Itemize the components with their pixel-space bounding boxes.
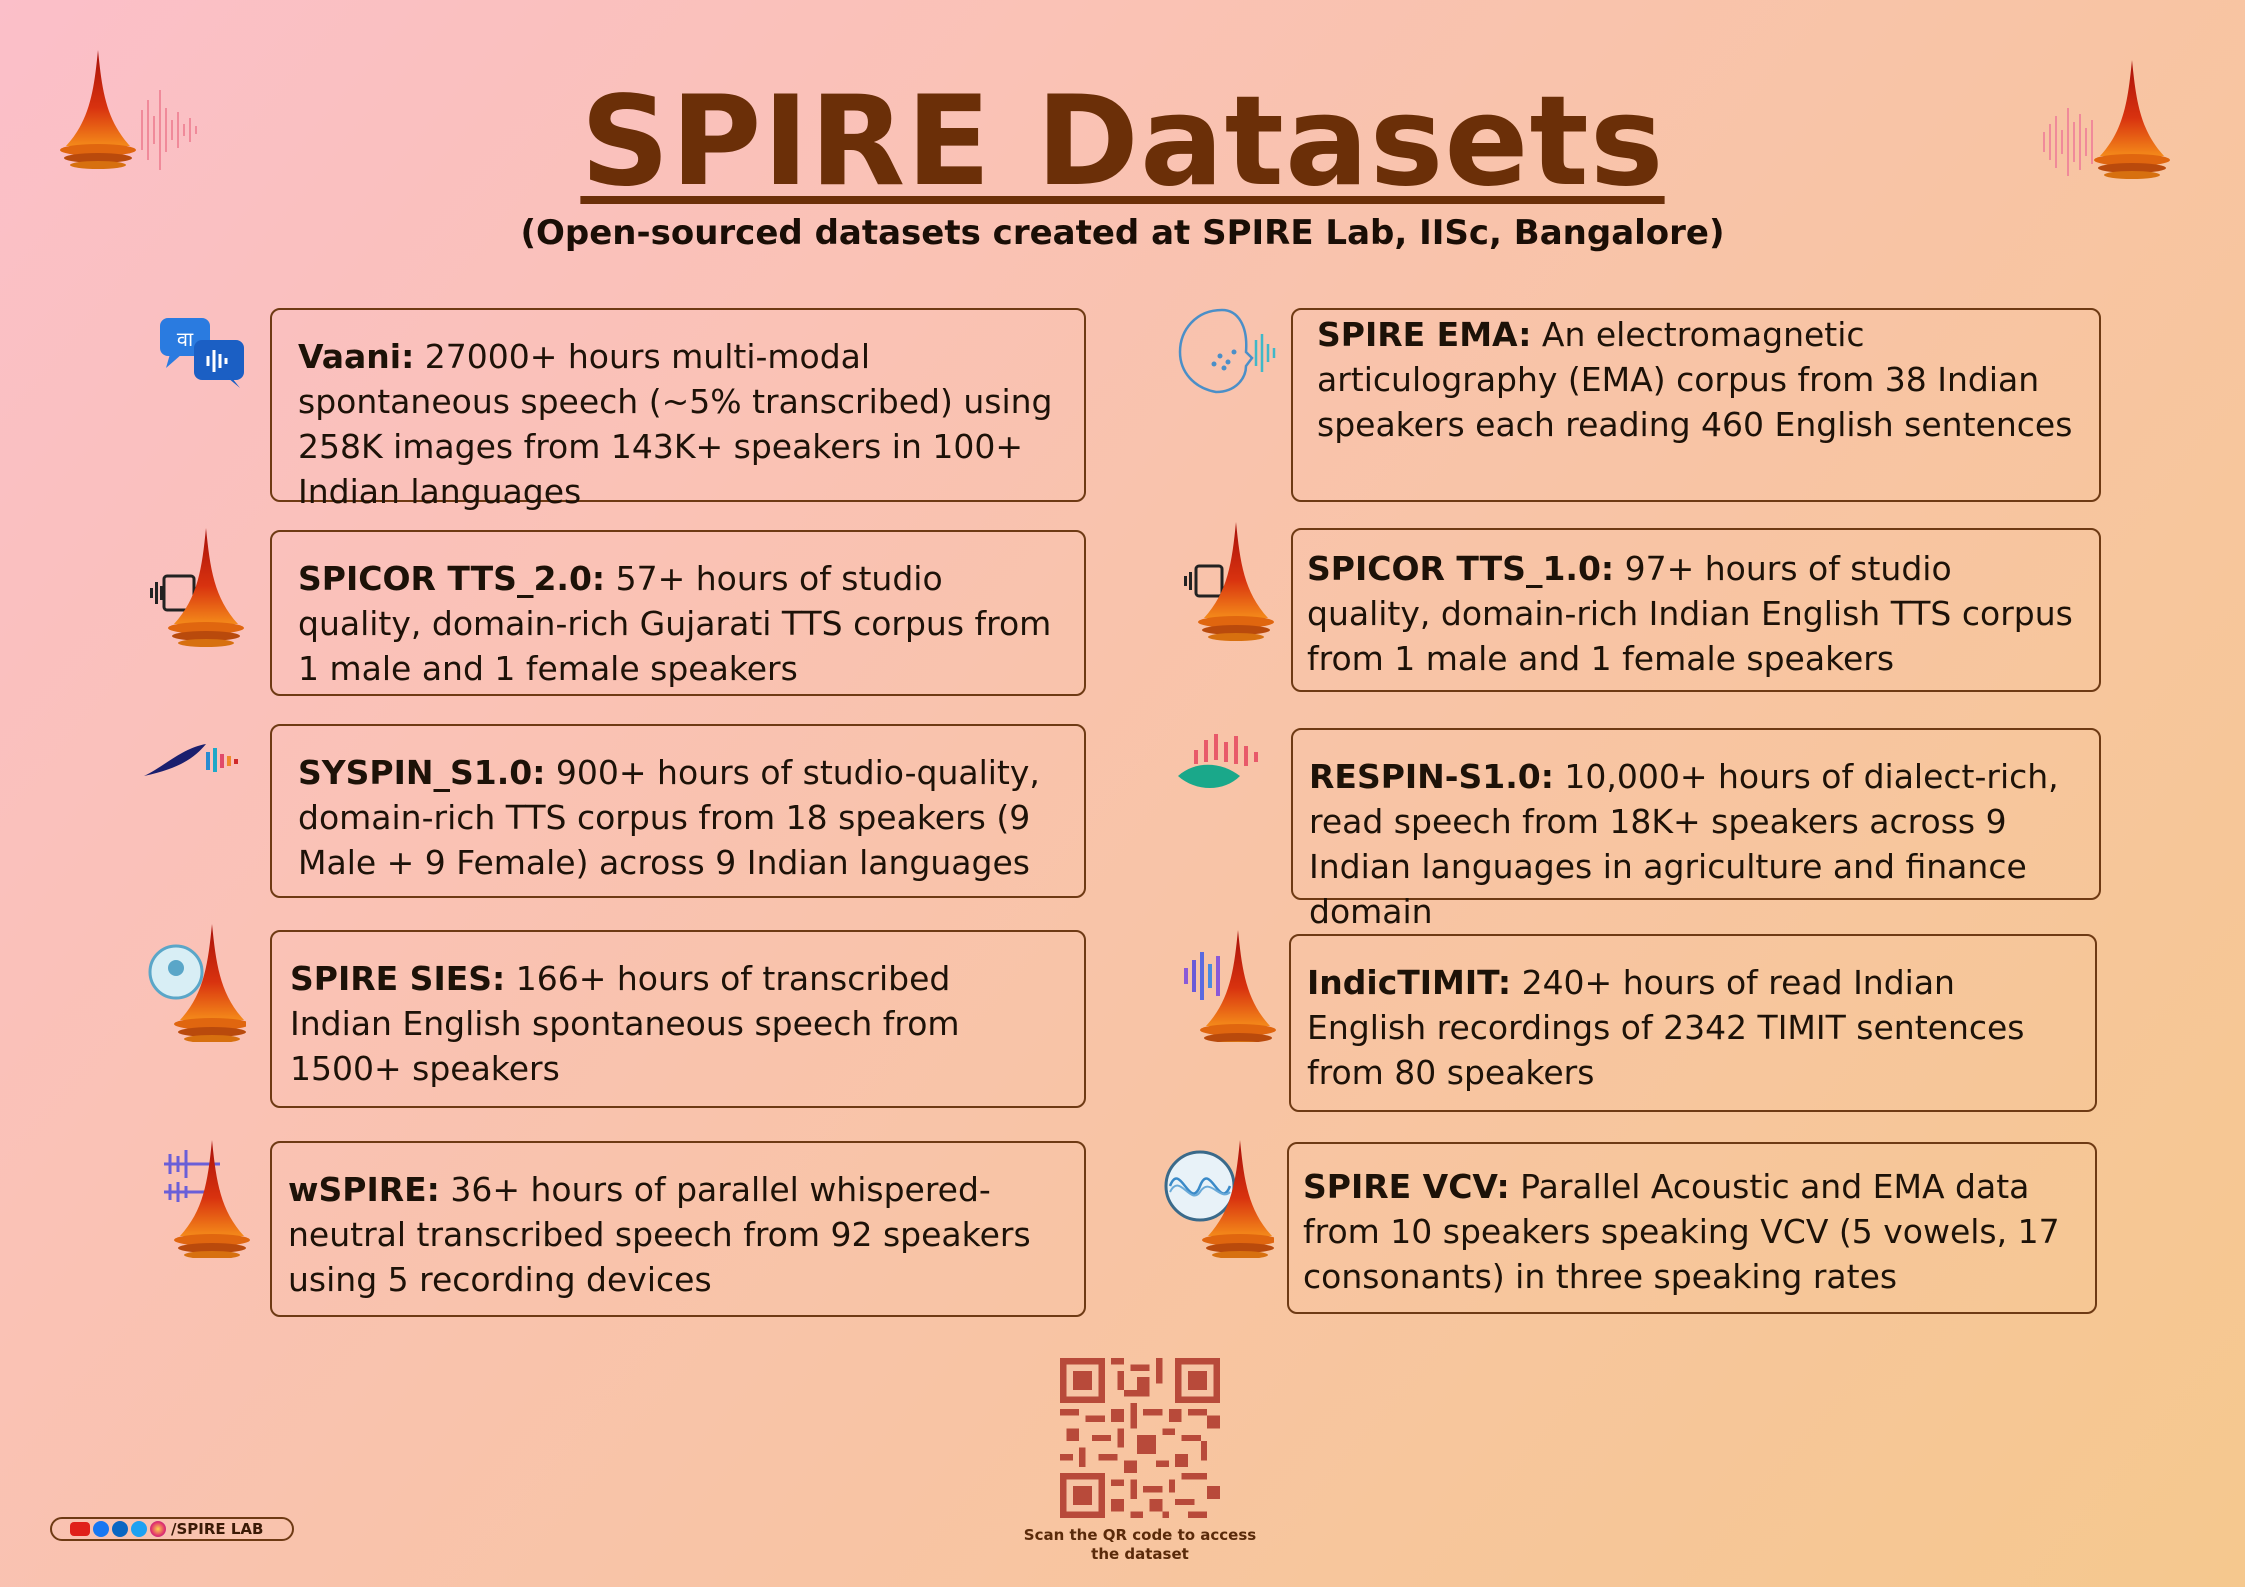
circle-wave-icon bbox=[1164, 1136, 1274, 1263]
dataset-name: SPIRE SIES: bbox=[290, 959, 506, 998]
twitter-icon[interactable] bbox=[131, 1521, 147, 1537]
dataset-name: SPICOR TTS_2.0: bbox=[298, 559, 606, 598]
youtube-icon[interactable] bbox=[70, 1522, 90, 1536]
dataset-description: 240+ hours of read Indian English recordings of 2342 TIMIT sentences from 80 speakers bbox=[1307, 963, 2025, 1092]
dataset-name: SPICOR TTS_1.0: bbox=[1307, 549, 1615, 588]
dataset-card-spicor-tts-1[interactable] bbox=[1291, 528, 2101, 692]
dataset-description: 10,000+ hours of dialect-rich, read speech from 18K+ speakers across 9 Indian languages in agriculture and finance domain bbox=[1309, 757, 2059, 931]
dataset-description: 97+ hours of studio quality, domain-rich Indian English TTS corpus from 1 male and 1 female speakers bbox=[1307, 549, 2073, 678]
social-handle: /SPIRE LAB bbox=[171, 1520, 264, 1538]
page-subtitle: (Open-sourced datasets created at SPIRE Lab, IISc, Bangalore) bbox=[520, 213, 1725, 253]
page-title: SPIRE Datasets bbox=[580, 70, 1665, 214]
person-speech-icon bbox=[146, 920, 246, 1047]
feather-bars-icon bbox=[142, 738, 246, 785]
dataset-name: RESPIN-S1.0: bbox=[1309, 757, 1554, 796]
chat-bubbles-icon bbox=[158, 316, 248, 395]
dataset-card-spire-sies[interactable] bbox=[270, 930, 1086, 1108]
dataset-card-indictimit[interactable] bbox=[1289, 934, 2097, 1112]
speaker-wave-icon bbox=[1180, 522, 1280, 647]
linkedin-icon[interactable] bbox=[112, 1521, 128, 1537]
dataset-name: wSPIRE: bbox=[288, 1170, 440, 1209]
dataset-card-spire-ema[interactable] bbox=[1291, 308, 2101, 502]
dataset-description: 36+ hours of parallel whispered-neutral transcribed speech from 92 speakers using 5 recording devices bbox=[288, 1170, 1031, 1299]
whisper-wave-icon bbox=[160, 1136, 252, 1263]
dataset-card-spicor-tts-2[interactable] bbox=[270, 530, 1086, 696]
dataset-card-respin[interactable] bbox=[1291, 728, 2101, 931]
dataset-description: An electromagnetic articulography (EMA) corpus from 38 Indian speakers each reading 460 English sentences bbox=[1317, 315, 2073, 444]
head-profile-icon bbox=[1176, 306, 1282, 401]
dataset-description: 57+ hours of studio quality, domain-rich Gujarati TTS corpus from 1 male and 1 female speakers bbox=[298, 559, 1052, 688]
dataset-description: Parallel Acoustic and EMA data from 10 speakers speaking VCV (5 vowels, 17 consonants) in three speaking rates bbox=[1303, 1167, 2060, 1296]
waveform-bars-icon bbox=[1180, 930, 1280, 1047]
facebook-icon[interactable] bbox=[93, 1521, 109, 1537]
speaker-wave-icon bbox=[146, 528, 246, 653]
instagram-icon[interactable] bbox=[150, 1521, 166, 1537]
dataset-card-wspire[interactable] bbox=[270, 1141, 1086, 1317]
social-handle-badge[interactable] bbox=[50, 1517, 294, 1541]
dataset-name: SPIRE EMA: bbox=[1317, 315, 1532, 354]
dataset-name: SPIRE VCV: bbox=[1303, 1167, 1510, 1206]
qr-code[interactable] bbox=[1060, 1358, 1220, 1518]
qr-caption: Scan the QR code to access the dataset bbox=[1023, 1526, 1257, 1563]
dataset-card-syspin[interactable] bbox=[270, 724, 1086, 898]
dataset-name: Vaani: bbox=[298, 337, 415, 376]
dataset-card-vaani[interactable] bbox=[270, 308, 1086, 511]
dataset-name: IndicTIMIT: bbox=[1307, 963, 1512, 1002]
leaf-bars-icon bbox=[1176, 730, 1270, 797]
svg-text:वा: वा bbox=[176, 327, 194, 351]
dataset-name: SYSPIN_S1.0: bbox=[298, 753, 546, 792]
dataset-card-spire-vcv[interactable] bbox=[1287, 1142, 2097, 1314]
dataset-description: 166+ hours of transcribed Indian English spontaneous speech from 1500+ speakers bbox=[290, 959, 960, 1088]
dataset-description: 27000+ hours multi-modal spontaneous speech (~5% transcribed) using 258K images from 143K+ speakers in 100+ Indian languages bbox=[298, 337, 1053, 511]
dataset-description: 900+ hours of studio-quality, domain-rich TTS corpus from 18 speakers (9 Male + 9 Female) across 9 Indian languages bbox=[298, 753, 1040, 882]
